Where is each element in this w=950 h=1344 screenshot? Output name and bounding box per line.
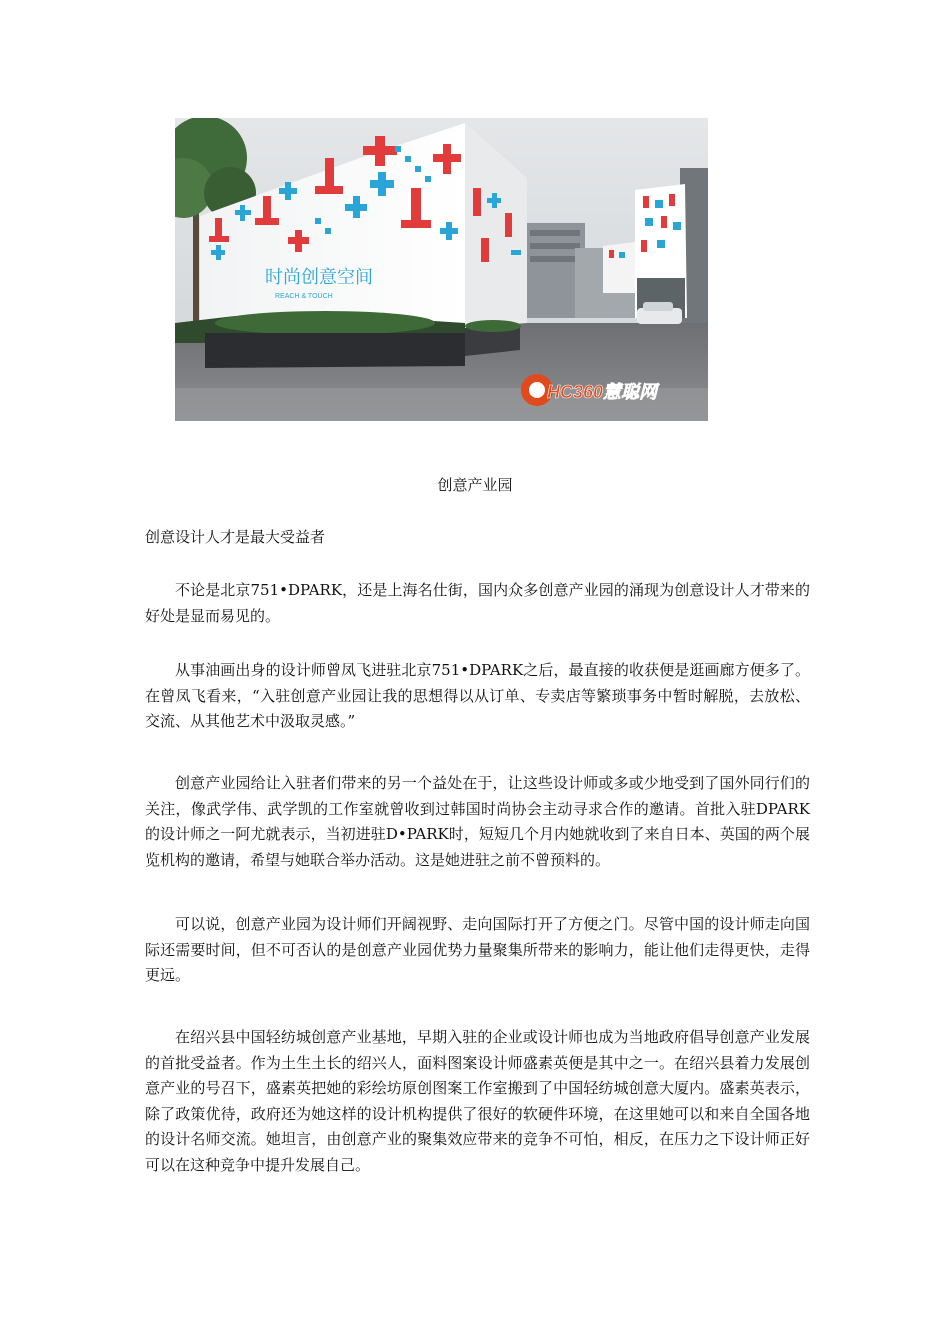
paragraph: 可以说，创意产业园为设计师们开阔视野、走向国际打开了方便之门。尽管中国的设计师走向国际还需要时间，但不可否认的是创意产业园优势力量聚集所带来的影响力，能让他们走得更快，走得更远。 [145, 915, 810, 985]
figure-caption: 创意产业园 [437, 476, 513, 494]
paragraph: 在绍兴县中国轻纺城创意产业基地，早期入驻的企业或设计师也成为当地政府倡导创意产业发展的首批受益者。作为土生土长的绍兴人，面料图案设计师盛素英便是其中之一。在绍兴县着力发展创意产业的号召下，盛素英把她的彩绘坊原创图案工作室搬到了中国轻纺城创意大厦内。盛素英表示，除了政策优待，政府还为她这样的设计机构提供了很好的软硬件环境，在这里她可以和来自全国各地的设计名师交流。她坦言，由创意产业的聚集效应带来的竞争不可怕，相反，在压力之下设计师正好可以在这种竞争中提升发展自己。 [145, 1028, 810, 1174]
paragraph: 不论是北京751•DPARK，还是上海名仕街，国内众多创意产业园的涌现为创意设计人才带来的好处是显而易见的。 [145, 581, 810, 625]
section-heading: 创意设计人才是最大受益者 [145, 528, 326, 546]
creative-park-photo [175, 118, 708, 421]
building-sign-text: 时尚创意空间 [265, 267, 373, 287]
paragraph: 创意产业园给让入驻者们带来的另一个益处在于，让这些设计师或多或少地受到了国外同行们的关注，像武学伟、武学凯的工作室就曾收到过韩国时尚协会主动寻求合作的邀请。首批入驻DPARK的设计师之一阿尤就表示，当初进驻D•PARK时，短短几个月内她就收到了来自日本、英国的两个展览机构的邀请，希望与她联合举办活动。这是她进驻之前不曾预料的。 [145, 774, 810, 869]
building-sign-subtext: REACH & TOUCH [275, 293, 333, 300]
paragraph: 从事油画出身的设计师曾凤飞进驻北京751•DPARK之后，最直接的收获便是逛画廊方便多了。在曾凤飞看来，“入驻创意产业园让我的思想得以从订单、专卖店等繁琐事务中暂时解脱，去放松、交流、从其他艺术中汲取灵感。” [145, 661, 810, 731]
watermark-logo: HC360慧聪网 [547, 382, 658, 402]
